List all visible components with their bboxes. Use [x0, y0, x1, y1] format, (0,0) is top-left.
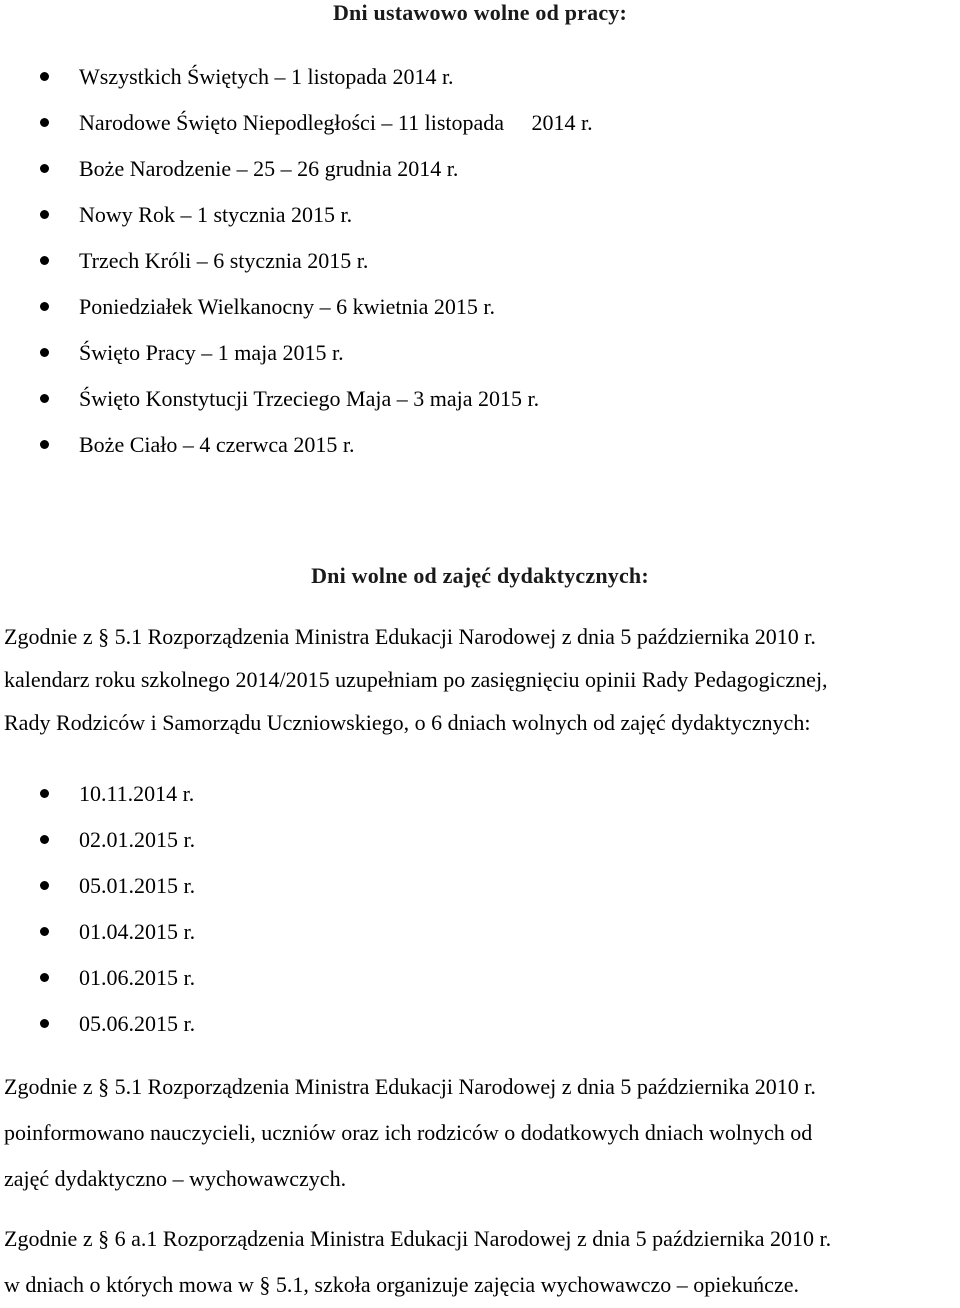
- list-item: [0, 386, 593, 432]
- list-item-text: Święto Pracy – 1 maja 2015 r.: [79, 340, 344, 365]
- paragraph-line: Zgodnie z § 6 a.1 Rozporządzenia Ministra Edukacji Narodowej z dnia 5 października 2010 r.: [4, 1226, 832, 1251]
- list-item: [0, 919, 195, 965]
- list-item: [0, 110, 593, 156]
- bullet-icon: [40, 973, 49, 982]
- list-item: [0, 827, 195, 873]
- list-item-text: Poniedziałek Wielkanocny – 6 kwietnia 2015 r.: [79, 294, 496, 319]
- list-item: [0, 1011, 195, 1057]
- list-item: [0, 64, 593, 110]
- free-days-list: [0, 781, 195, 1057]
- bullet-icon: [40, 927, 49, 936]
- list-item: [0, 202, 593, 248]
- paragraph-line: w dniach o których mowa w § 5.1, szkoła organizuje zajęcia wychowawczo – opiekuńcze.: [4, 1272, 799, 1297]
- bullet-icon: [40, 118, 49, 127]
- list-item-text: Trzech Króli – 6 stycznia 2015 r.: [79, 248, 369, 273]
- bullet-icon: [40, 835, 49, 844]
- list-item-text: 02.01.2015 r.: [79, 827, 196, 852]
- bullet-icon: [40, 348, 49, 357]
- list-item: [0, 873, 195, 919]
- paragraph-line: Rady Rodziców i Samorządu Uczniowskiego, o 6 dniach wolnych od zajęć dydaktycznych:: [4, 710, 811, 735]
- paragraph-line: kalendarz roku szkolnego 2014/2015 uzupełniam po zasięgnięciu opinii Rady Pedagogicznej,: [4, 667, 828, 692]
- list-item-text: Nowy Rok – 1 stycznia 2015 r.: [79, 202, 353, 227]
- bullet-icon: [40, 440, 49, 449]
- list-item: [0, 294, 593, 340]
- paragraph-line: poinformowano nauczycieli, uczniów oraz ich rodziców o dodatkowych dniach wolnych od: [4, 1120, 813, 1145]
- list-item-text: 05.01.2015 r.: [79, 873, 196, 898]
- bullet-icon: [40, 394, 49, 403]
- list-item: [0, 248, 593, 294]
- bullet-icon: [40, 210, 49, 219]
- list-item: [0, 965, 195, 1011]
- bullet-icon: [40, 72, 49, 81]
- list-item-text: Narodowe Święto Niepodległości – 11 listopada 2014 r.: [79, 110, 593, 135]
- bullet-icon: [40, 881, 49, 890]
- list-item-text: 10.11.2014 r.: [79, 781, 195, 806]
- list-item-text: Boże Ciało – 4 czerwca 2015 r.: [79, 432, 355, 457]
- heading-holidays: Dni ustawowo wolne od pracy:: [332, 0, 628, 25]
- regulation-paragraph-1: [4, 614, 960, 746]
- regulation-paragraph-2: [4, 1064, 960, 1202]
- bullet-icon: [40, 164, 49, 173]
- list-item: [0, 781, 195, 827]
- list-item-text: 01.04.2015 r.: [79, 919, 196, 944]
- list-item: [0, 340, 593, 386]
- bullet-icon: [40, 789, 49, 798]
- list-item-text: Święto Konstytucji Trzeciego Maja – 3 maja 2015 r.: [79, 386, 540, 411]
- list-item-text: 01.06.2015 r.: [79, 965, 196, 990]
- list-item-text: Wszystkich Świętych – 1 listopada 2014 r.: [79, 64, 454, 89]
- paragraph-line: Zgodnie z § 5.1 Rozporządzenia Ministra Edukacji Narodowej z dnia 5 października 2010 r.: [4, 624, 816, 649]
- regulation-paragraph-3: [4, 1216, 960, 1308]
- list-item: [0, 156, 593, 202]
- list-item-text: Boże Narodzenie – 25 – 26 grudnia 2014 r.: [79, 156, 459, 181]
- bullet-icon: [40, 256, 49, 265]
- bullet-icon: [40, 1019, 49, 1028]
- holiday-list: [0, 64, 593, 478]
- list-item: [0, 432, 593, 478]
- paragraph-line: Zgodnie z § 5.1 Rozporządzenia Ministra Edukacji Narodowej z dnia 5 października 2010 r.: [4, 1074, 816, 1099]
- paragraph-line: zajęć dydaktyczno – wychowawczych.: [4, 1166, 347, 1191]
- list-item-text: 05.06.2015 r.: [79, 1011, 196, 1036]
- bullet-icon: [40, 302, 49, 311]
- heading-free-days: Dni wolne od zajęć dydaktycznych:: [311, 563, 649, 588]
